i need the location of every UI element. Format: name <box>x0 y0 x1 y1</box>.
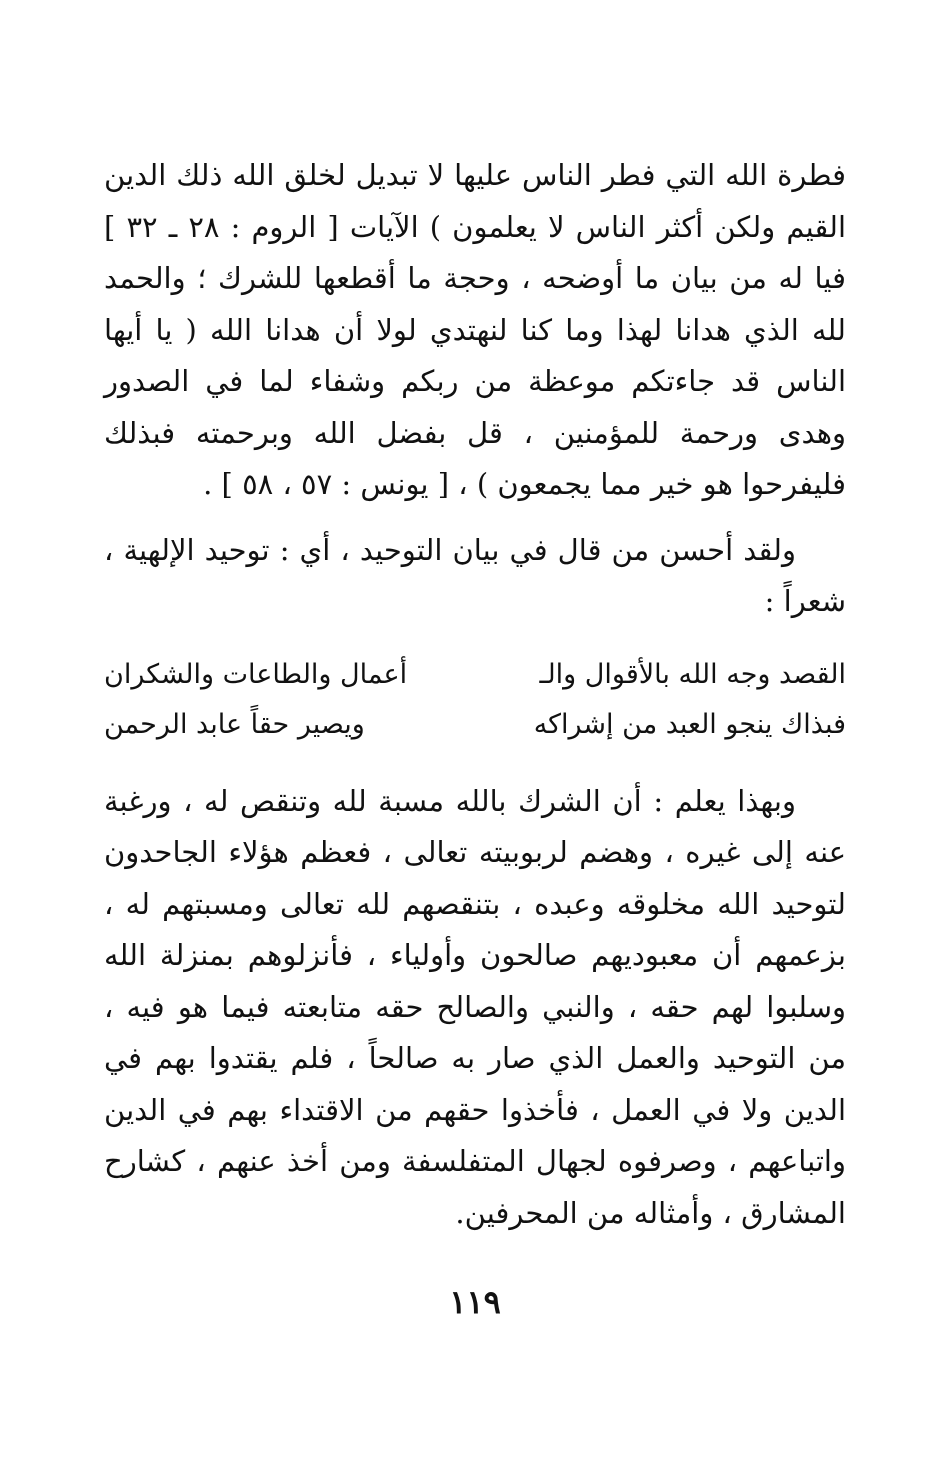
verse-second-hemistich: ويصير حقاً عابد الرحمن <box>104 709 365 740</box>
poem-verse <box>104 700 846 750</box>
paragraph-poem-intro: ولقد أحسن من قال في بيان التوحيد ، أي : توحيد الإلهية ، شعراً : <box>104 532 846 618</box>
verse-first-hemistich: القصد وجه الله بالأقوال والـ <box>539 659 846 690</box>
page-body <box>104 150 846 1239</box>
paragraph-quran-verses: فطرة الله التي فطر الناس عليها لا تبديل لخلق الله ذلك الدين القيم ولكن أكثر الناس لا يعلمون ) الآيات [ الروم : ٢٨ ـ ٣٢ ] فيا له من بيان ما أوضحه ، وحجة ما أقطعها للشرك ؛ والحمد لله الذي هدانا لهذا وما كنا لنهتدي لولا أن هدانا الله ( يا أيها الناس قد جاءتكم موعظة من ربكم وشفاء لما في الصدور وهدى ورحمة للمؤمنين ، قل بفضل الله وبرحمته فبذلك فليفرحوا هو خير مما يجمعون ) ، [ يونس : ٥٧ ، ٥٨ ] . <box>104 158 846 501</box>
poem-block <box>104 650 846 750</box>
verse-second-hemistich: أعمال والطاعات والشكران <box>104 659 408 690</box>
verse-first-hemistich: فبذاك ينجو العبد من إشراكه <box>533 709 846 740</box>
paragraph-shirk-explanation: وبهذا يعلم : أن الشرك بالله مسبة لله وتنقص له ، ورغبة عنه إلى غيره ، وهضم لربوبيته تعالى ، فعظم هؤلاء الجاحدون لتوحيد الله مخلوقه وعبده ، بتنقصهم لله تعالى ومسبتهم له ، بزعمهم أن معبوديهم صالحون وأولياء ، فأنزلوهم بمنزلة الله وسلبوا لهم حقه ، والنبي والصالح حقه متابعته فيما هو فيه ، من التوحيد والعمل الذي صار به صالحاً ، فلم يقتدوا بهم في الدين ولا في العمل ، فأخذوا حقهم من الاقتداء بهم في الدين واتباعهم ، وصرفوه لجهال المتفلسفة ومن أخذ عنهم ، كشارح المشارق ، وأمثاله من المحرفين. <box>104 783 846 1230</box>
poem-verse <box>104 650 846 700</box>
page-number: ١١٩ <box>449 1283 501 1321</box>
